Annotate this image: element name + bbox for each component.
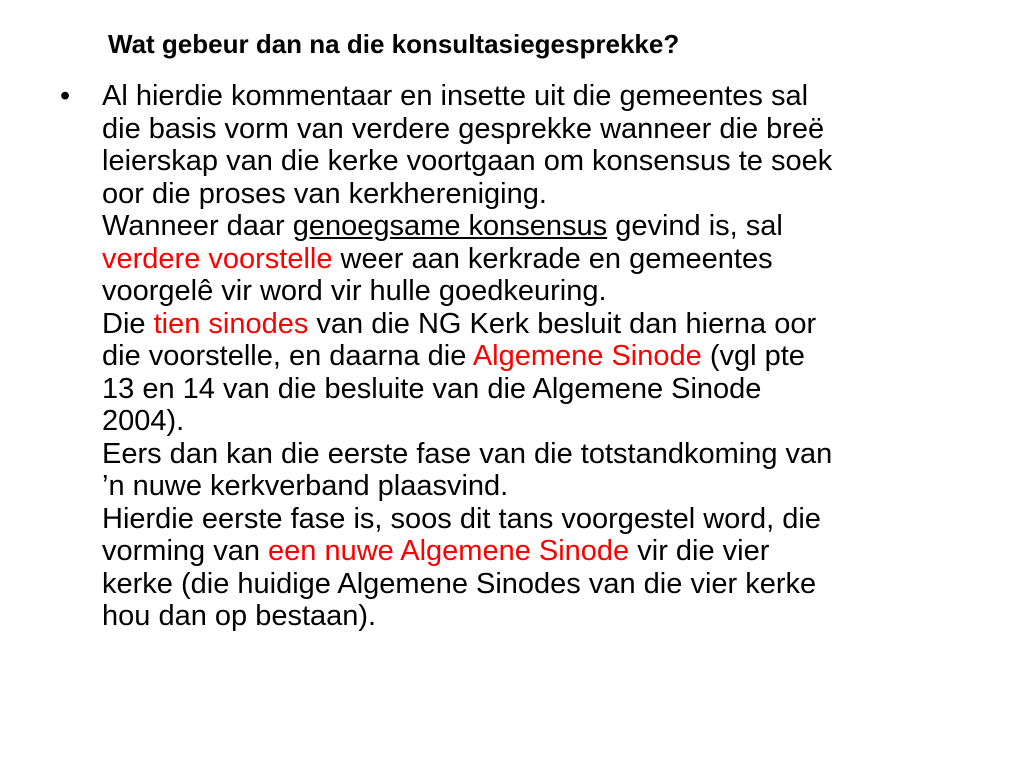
highlighted-text: een nuwe Algemene Sinode [268, 535, 630, 567]
text-run: oor die proses van kerkhereniging. [102, 177, 547, 210]
bullet-body-text [102, 80, 980, 633]
text-run: voorgelê vir word vir hulle goedkeuring. [102, 275, 607, 307]
text-run: vorming van [102, 535, 269, 567]
bullet-marker: • [60, 80, 71, 112]
text-run: die basis vorm van verdere gesprekke wanneer die breë [102, 112, 825, 145]
text-run: Eers dan kan die eerste fase van die totstandkoming van [102, 437, 833, 470]
paragraph [102, 210, 980, 308]
text-run: Al hierdie kommentaar en insette uit die gemeentes sal [102, 80, 809, 112]
slide-title: Wat gebeur dan na die konsultasiegesprekke? [108, 29, 680, 59]
highlighted-text: Algemene Sinode [472, 340, 702, 372]
highlighted-text: verdere voorstelle [102, 242, 333, 275]
paragraph [102, 308, 980, 438]
text-run: die voorstelle, en daarna die [102, 340, 473, 372]
text-run: Wanneer daar [102, 210, 293, 242]
text-run: van die NG Kerk besluit dan hierna oor [308, 307, 817, 340]
text-run: 13 en 14 van die besluite van die Algemene Sinode [102, 372, 762, 405]
text-run: weer aan kerkrade en gemeentes [332, 242, 773, 275]
paragraph [102, 80, 980, 210]
text-run: vir die vier [629, 535, 770, 567]
text-run: leierskap van die kerke voortgaan om konsensus te soek [102, 145, 833, 177]
paragraph [102, 503, 980, 633]
text-run: ’n nuwe kerkverband plaasvind. [102, 470, 509, 502]
text-run: Die [102, 307, 154, 340]
paragraph [102, 438, 980, 503]
text-run: gevind is, sal [607, 210, 783, 242]
text-run: 2004). [102, 405, 185, 437]
text-run: Hierdie eerste fase is, soos dit tans voorgestel word, die [102, 502, 821, 535]
underlined-text: genoegsame konsensus [292, 210, 608, 242]
text-run: hou dan op bestaan). [102, 600, 377, 632]
text-run: kerke (die huidige Algemene Sinodes van die vier kerke [102, 567, 817, 600]
text-run: (vgl pte [701, 340, 805, 372]
highlighted-text: tien sinodes [153, 307, 309, 340]
